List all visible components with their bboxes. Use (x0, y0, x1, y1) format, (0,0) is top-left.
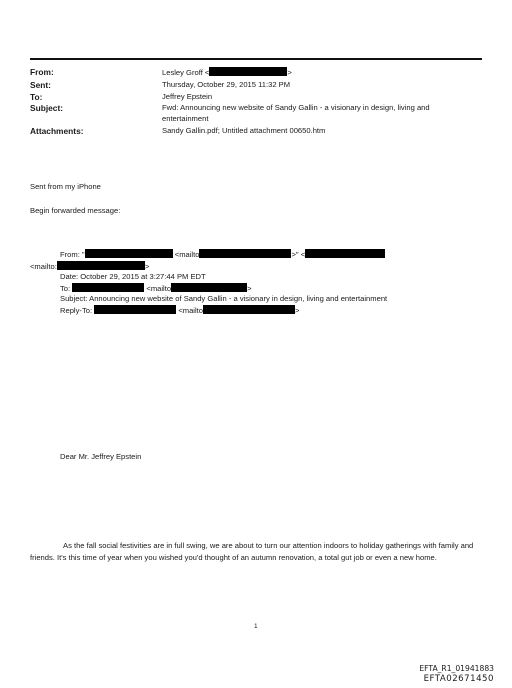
fwd-reply-prefix: Reply-To: (60, 306, 93, 315)
header-rule (30, 58, 482, 60)
attachments-value: Sandy Gallin.pdf; Untitled attachment 00650.htm (162, 126, 326, 135)
fwd-mailto-line (30, 261, 149, 271)
redaction-box (199, 249, 291, 258)
page-number: 1 (254, 623, 258, 630)
redaction-box (209, 67, 287, 76)
fwd-gt: > (247, 284, 252, 293)
fwd-mailto-prefix: <mailto: (30, 262, 57, 271)
salutation: Dear Mr. Jeffrey Epstein (60, 452, 142, 461)
redaction-box (305, 249, 385, 258)
to-value: Jeffrey Epstein (162, 92, 213, 101)
redaction-box (85, 249, 173, 258)
from-name: Lesley Groff < (162, 68, 210, 77)
sent-from-iphone: Sent from my iPhone (30, 182, 101, 191)
fwd-reply-to-line (60, 305, 299, 315)
footer-id-1: EFTA_R1_01941883 (419, 664, 494, 673)
fwd-from-line (60, 249, 385, 259)
subject-value: Fwd: Announcing new website of Sandy Gallin - a visionary in design, living and entertainment (162, 103, 430, 123)
to-label: To: (30, 92, 43, 102)
fwd-mailto: <mailto (174, 250, 200, 259)
begin-forwarded: Begin forwarded message: (30, 206, 121, 215)
from-value (162, 67, 482, 79)
footer-id-2: EFTA02671450 (423, 674, 494, 684)
redaction-box (171, 283, 247, 292)
fwd-date: Date: October 29, 2015 at 3:27:44 PM EDT (60, 272, 206, 281)
redaction-box (203, 305, 295, 314)
sent-label: Sent: (30, 80, 51, 90)
fwd-from-mid: >" < (291, 250, 306, 259)
fwd-from-prefix: From: " (60, 250, 85, 259)
fwd-gt: > (295, 306, 300, 315)
fwd-reply-mailto: <mailto (178, 306, 204, 315)
subject-label: Subject: (30, 103, 64, 113)
attachments-label: Attachments: (30, 126, 84, 136)
from-close: > (287, 68, 292, 77)
redaction-box (94, 305, 176, 314)
redaction-box (72, 283, 144, 292)
fwd-to-mailto: <mailto (146, 284, 172, 293)
redaction-box (57, 261, 145, 270)
sent-value: Thursday, October 29, 2015 11:32 PM (162, 80, 291, 89)
fwd-to-line (60, 283, 252, 293)
fwd-subject: Subject: Announcing new website of Sandy Gallin - a visionary in design, living and entertainment (60, 294, 388, 303)
letter-paragraph: As the fall social festivities are in full swing, we are about to turn our attention indoors to holiday gatherings with family and friends. It's this time of year when you wished you'd thought of an autumn renovation, a total gut job or even a new home. (30, 541, 474, 562)
fwd-gt: > (144, 262, 150, 271)
fwd-to-prefix: To: (60, 284, 71, 293)
from-label: From: (30, 67, 54, 77)
